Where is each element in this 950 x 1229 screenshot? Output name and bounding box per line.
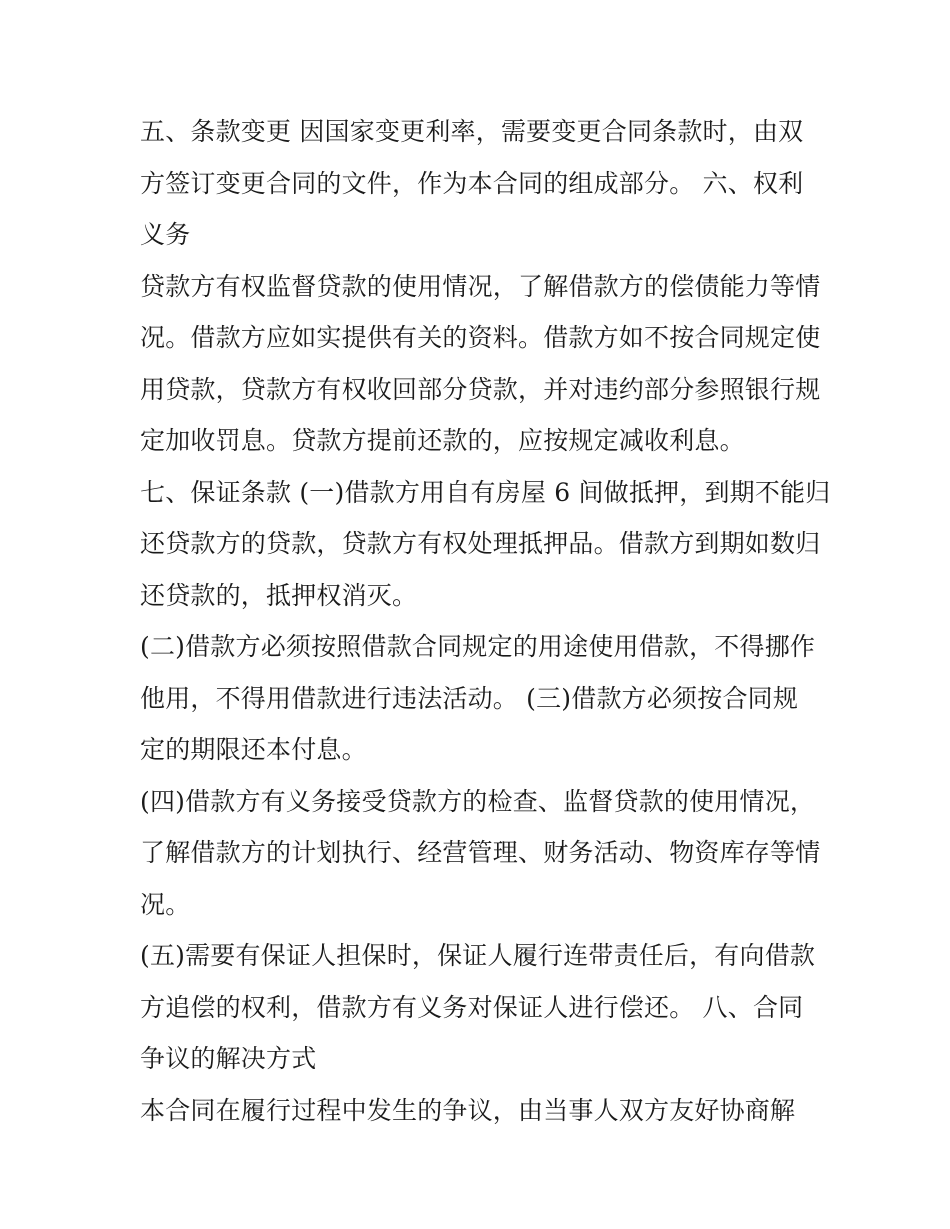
text-line: 还贷款的，抵押权消灭。 (140, 580, 418, 610)
text-line: 本合同在履行过程中发生的争议，由当事人双方友好协商解 (140, 1095, 796, 1125)
text-line: (五)需要有保证人担保时，保证人履行连带责任后，有向借款 (140, 941, 816, 970)
text-line: 他用，不得用借款进行违法活动。 (三)借款方必须按合同规 (140, 683, 799, 713)
text-line: (二)借款方必须按照借款合同规定的用途使用借款，不得挪作 (140, 632, 816, 661)
text-line: (四)借款方有义务接受贷款方的检查、监督贷款的使用情况， (140, 786, 816, 816)
text-line: 方追偿的权利，借款方有义务对保证人进行偿还。 八、合同 (140, 992, 804, 1022)
text-line: 况。借款方应如实提供有关的资料。借款方如不按合同规定使 (140, 323, 821, 352)
text-line: 用贷款，贷款方有权收回部分贷款，并对违约部分参照银行规 (140, 374, 821, 404)
text-line: 了解借款方的计划执行、经营管理、财务活动、物资库存等情 (140, 838, 821, 867)
text-line: 贷款方有权监督贷款的使用情况，了解借款方的偿债能力等情 (140, 271, 821, 301)
text-line: 定加收罚息。贷款方提前还款的，应按规定减收利息。 (140, 426, 745, 455)
contract-text-body (140, 106, 831, 1136)
text-line: 七、保证条款 (一)借款方用自有房屋 6 间做抵押，到期不能归 (140, 477, 831, 507)
text-line: 还贷款方的贷款，贷款方有权处理抵押品。借款方到期如数归 (140, 529, 821, 558)
text-line: 方签订变更合同的文件，作为本合同的组成部分。 六、权利 (140, 168, 804, 198)
text-line: 况。 (140, 889, 191, 919)
text-line: 五、条款变更 因国家变更利率，需要变更合同条款时，由双 (140, 117, 804, 146)
text-line: 争议的解决方式 (140, 1044, 317, 1073)
text-line: 定的期限还本付息。 (140, 735, 367, 764)
text-line: 义务 (140, 220, 191, 249)
